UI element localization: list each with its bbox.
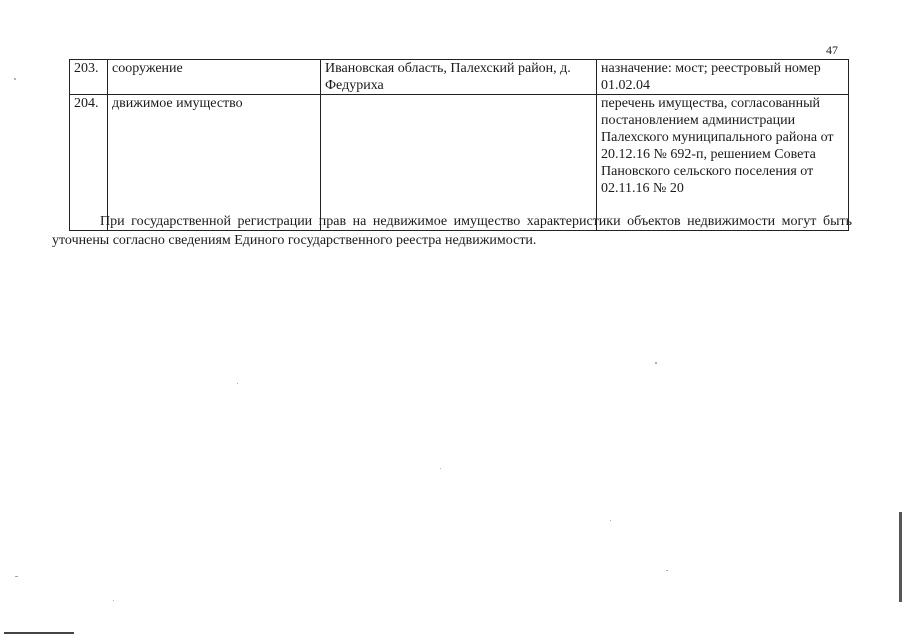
object-name: движимое имущество [108, 95, 321, 231]
page-number: 47 [826, 43, 838, 57]
object-address: Ивановская область, Палехский район, д. Федуриха [321, 60, 597, 95]
object-characteristics: назначение: мост; реестровый номер 01.02.04 [597, 60, 849, 95]
object-name: сооружение [108, 60, 321, 95]
object-address [321, 95, 597, 231]
scan-edge-mark [899, 512, 902, 602]
scan-underline-mark [4, 632, 74, 634]
registration-footnote: При государственной регистрации прав на недвижимое имущество характеристики объектов недвижимости могут быть уточнены согласно сведениям Единого государственного реестра недвижимости. [52, 214, 852, 248]
table-row [70, 60, 849, 95]
row-number: 204. [70, 95, 108, 231]
property-table [69, 59, 849, 231]
object-characteristics: перечень имущества, согласованный постановлением администрации Палехского муниципального района от 20.12.16 № 692-п, решением Совета Пановского сельского поселения от 02.11.16 № 20 [597, 95, 849, 231]
table-row [70, 95, 849, 231]
row-number: 203. [70, 60, 108, 95]
